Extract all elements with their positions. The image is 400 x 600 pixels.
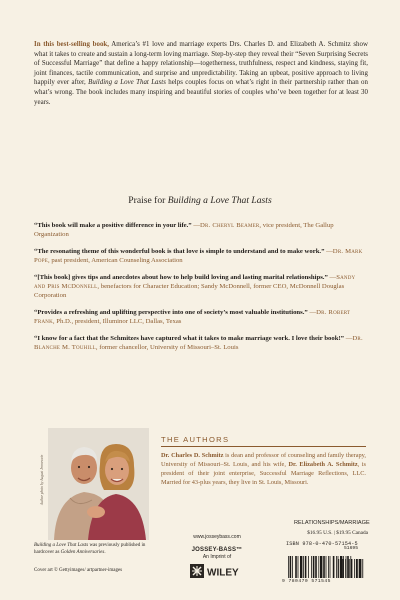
barcode-bar bbox=[308, 556, 309, 578]
author-1-name: Dr. Charles D. Schmitz bbox=[161, 452, 224, 459]
barcode-addon-bar bbox=[343, 559, 344, 578]
barcode-bar bbox=[326, 556, 327, 578]
edition-note bbox=[34, 543, 154, 557]
barcode-bar bbox=[303, 556, 304, 578]
intro-body-end: helps couples focus on what’s right in their partnership rather than on what’s wrong. The book includes many inspiring and beautiful stories of couples who’ve been together for at least 30 years. bbox=[34, 79, 368, 106]
endorsement-title: , benefactors for Character Education; Sandy McDonnell, former CEO, McDonnell Douglas Corporation bbox=[34, 282, 345, 300]
edition-note-end: . bbox=[104, 549, 106, 555]
endorsement-title: , Ph.D., president, Illuminor LLC, Dallas, Texas bbox=[52, 317, 182, 325]
imprint-text: An Imprint of bbox=[202, 554, 232, 560]
endorsement-quote: “Provides a refreshing and uplifting perspective into one of society’s most valuable institutions.” bbox=[34, 308, 308, 316]
endorsement-quote: “I know for a fact that the Schmitzes have captured what it takes to make marriage work. I love their book!” bbox=[34, 334, 345, 342]
publisher-block bbox=[186, 547, 248, 560]
endorsement-name: Dr. Blanche M. Touhill bbox=[34, 334, 363, 351]
barcode-bar bbox=[292, 556, 293, 578]
endorsement-item bbox=[34, 334, 368, 352]
endorsement-name: Dr. Cheryl Beamer bbox=[200, 222, 260, 229]
endorsement-dash: — bbox=[344, 334, 353, 342]
endorsement-quote: “The resonating theme of this wonderful book is that love is simple to understand and to make work.” bbox=[34, 247, 325, 255]
barcode-addon-bar bbox=[349, 559, 350, 578]
category-label: RELATIONSHIPS/MARRIAGE bbox=[294, 520, 370, 526]
barcode-addon-bar bbox=[354, 559, 355, 578]
endorsement-item bbox=[34, 221, 368, 239]
edition-book-title: Building a Love That Lasts bbox=[34, 543, 89, 548]
intro-body: America’s #1 love and marriage experts Drs. Charles D. and Elizabeth A. Schmitz show what it takes to create and sustain a long-term loving marriage. Step-by-step they reveal their “Seven Surprising Secrets of Successful Marriage” that define a happy relationship—togetherness, truthfulness, respect and kindness, staying fit, joint finances, tactile communication, and surprise and unpredictability. Taking an upbeat, positive approach to living happily ever after, bbox=[34, 41, 368, 87]
barcode-bar bbox=[305, 556, 307, 578]
barcode-bar bbox=[323, 556, 325, 578]
barcode-addon-bar bbox=[351, 559, 353, 578]
intro-book-title: Building a Love That Lasts bbox=[88, 79, 166, 87]
barcode-addon-bar bbox=[362, 559, 363, 578]
endorsement-list bbox=[34, 221, 368, 359]
barcode-bar bbox=[328, 556, 329, 578]
author-bio-text-1: is dean and professor of counseling and family therapy, University of Missouri–St. Louis, and his wife, bbox=[161, 452, 366, 468]
barcode-bar bbox=[311, 556, 312, 578]
isbn-label: ISBN 978-0-470-57154-5 bbox=[286, 541, 358, 547]
authors-divider bbox=[161, 446, 366, 447]
praise-prefix: Praise for bbox=[128, 195, 168, 206]
endorsement-item bbox=[34, 247, 368, 265]
barcode-bar bbox=[295, 556, 297, 578]
barcode-bars bbox=[288, 556, 351, 578]
edition-note-text: was previously published in hardcover as bbox=[34, 543, 146, 555]
barcode-bar bbox=[288, 556, 289, 578]
cover-art-credit: Cover art © Gettyimages/ artpartner-images bbox=[34, 568, 123, 573]
publisher-name: JOSSEY-BASS™ bbox=[191, 547, 243, 553]
wiley-wordmark: WILEY bbox=[207, 567, 239, 579]
barcode-bar bbox=[320, 556, 322, 578]
endorsement-title: , former chancellor, University of Missouri–St. Louis bbox=[95, 343, 239, 351]
authors-photo bbox=[48, 428, 149, 540]
endorsement-item bbox=[34, 273, 368, 301]
barcode-bar bbox=[298, 556, 299, 578]
endorsement-dash: — bbox=[327, 273, 337, 281]
barcode-bar bbox=[313, 556, 315, 578]
authors-heading: THE AUTHORS bbox=[161, 435, 230, 444]
authors-bio bbox=[161, 451, 366, 487]
barcode-bar bbox=[300, 556, 302, 578]
endorsement-quote: “[This book] gives tips and anecdotes about how to help build loving and lasting marital relationships.” bbox=[34, 273, 328, 281]
endorsement-name: Dr. Mark Pope bbox=[34, 247, 363, 265]
price-label: $16.95 U.S. | $19.95 Canada bbox=[307, 530, 368, 536]
endorsement-item bbox=[34, 308, 368, 326]
photo-credit: Author photo by August Jennewein bbox=[40, 454, 44, 506]
barcode-bar bbox=[318, 556, 319, 578]
barcode-addon-digits: 51695 bbox=[343, 546, 359, 551]
barcode-bar bbox=[315, 556, 317, 578]
barcode-addon-bar bbox=[356, 559, 358, 578]
endorsement-name: Sandy and Pris McDonnell bbox=[34, 273, 356, 290]
endorsement-dash: — bbox=[191, 222, 201, 229]
authors-photo-illustration bbox=[48, 428, 149, 540]
intro-paragraph bbox=[34, 40, 368, 107]
barcode-addon-bar bbox=[345, 559, 346, 578]
isbn-barcode bbox=[286, 548, 370, 579]
author-2-name: Dr. Elizabeth A. Schmitz bbox=[288, 461, 358, 468]
praise-book-title: Building a Love That Lasts bbox=[167, 195, 272, 206]
barcode-bar bbox=[290, 556, 292, 578]
intro-lead: In this best-selling book, bbox=[34, 41, 110, 48]
endorsement-name: Dr. Robert Frank bbox=[34, 308, 351, 325]
edition-previous-title: Golden Anniversaries bbox=[60, 549, 105, 555]
endorsement-title: , vice president, The Gallup Organization bbox=[34, 222, 334, 239]
barcode-bar bbox=[336, 556, 337, 578]
endorsement-quote: “This book will make a positive difference in your life.” bbox=[34, 222, 192, 229]
endorsement-dash: — bbox=[324, 247, 333, 255]
praise-heading bbox=[0, 195, 400, 206]
barcode-addon-bar bbox=[359, 559, 362, 578]
barcode-addon-bar bbox=[338, 559, 339, 578]
barcode-bar bbox=[330, 556, 331, 578]
barcode-bar bbox=[333, 556, 335, 578]
barcode-digits: 9 780470 571545 bbox=[282, 579, 331, 584]
wiley-logo bbox=[190, 563, 246, 579]
barcode-bar bbox=[347, 556, 349, 578]
endorsement-title: , past president, American Counseling Association bbox=[47, 257, 183, 265]
publisher-website: www.josseybass.com bbox=[193, 534, 241, 540]
barcode-addon-bar bbox=[340, 559, 342, 578]
author-bio-text-2: , is president of their joint enterprise, Successful Marriage Reflections, LLC. Married for 43-plus years, they live in St. Louis, Missouri. bbox=[161, 461, 366, 486]
endorsement-dash: — bbox=[307, 308, 317, 316]
